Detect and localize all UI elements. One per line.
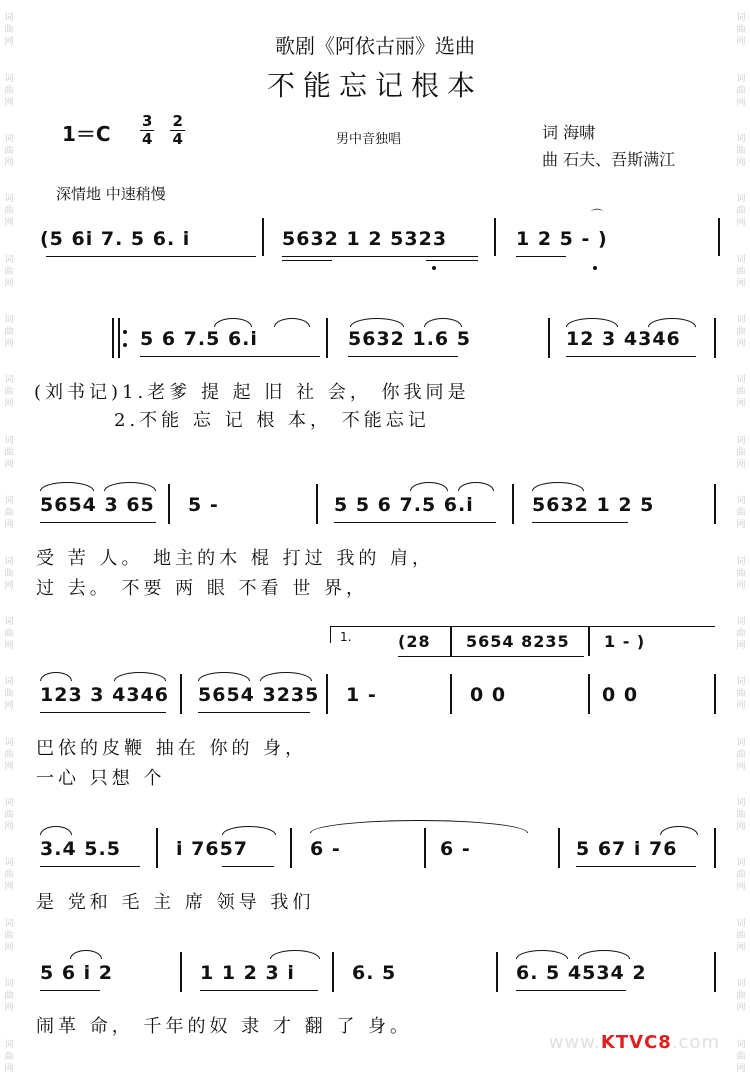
- measure-4-4: 0 0: [470, 684, 507, 706]
- side-watermark-group: 词 曲 网: [736, 254, 746, 289]
- barline: [156, 828, 158, 868]
- side-watermark-group: 词 曲 网: [736, 133, 746, 168]
- side-watermark-group: 词 曲 网: [4, 737, 14, 772]
- side-watermark-group: 词 曲 网: [4, 254, 14, 289]
- side-watermark-group: 词 曲 网: [736, 375, 746, 410]
- side-watermark-group: 词 曲 网: [4, 858, 14, 893]
- barline: [168, 484, 170, 524]
- site-watermark: www.KTVC8.com: [548, 1032, 720, 1053]
- side-watermark-group: 词 曲 网: [736, 858, 746, 893]
- side-watermark-group: 词 曲 网: [736, 556, 746, 591]
- barline: [326, 674, 328, 714]
- barline: [450, 674, 452, 714]
- side-watermark-group: 词 曲 网: [4, 435, 14, 470]
- side-watermark-group: 词 曲 网: [4, 616, 14, 651]
- lyrics-row2-verse1: (刘书记)1.老爹 提 起 旧 社 会， 你我同是: [34, 382, 470, 403]
- measure-2-2: 5632 1.6 5: [348, 328, 471, 350]
- side-watermark-group: 词 曲 网: [4, 73, 14, 108]
- lyricist: 词 海啸: [542, 123, 596, 142]
- barline: [714, 674, 716, 714]
- barline: [494, 218, 496, 256]
- measure-5-4: 6 -: [440, 838, 471, 860]
- measure-3-1: 5654 3 65: [40, 494, 155, 516]
- side-watermark-group: 词 曲 网: [4, 556, 14, 591]
- side-watermark-group: 词 曲 网: [736, 73, 746, 108]
- lyrics-row2-verse2: 2.不能 忘 记 根 本， 不能忘记: [114, 410, 430, 431]
- measure-1-1: (5 6i 7. 5 6. i: [40, 228, 191, 250]
- measure-4-3: 1 -: [346, 684, 377, 706]
- composer: 曲 石夫、吾斯满江: [542, 150, 676, 169]
- side-watermark-group: 词 曲 网: [736, 194, 746, 229]
- barline: [512, 484, 514, 524]
- volta-measure-2: 5654 8235: [466, 632, 570, 651]
- song-title: 不能忘记根本: [266, 69, 483, 102]
- volta-measure-1: (28: [398, 632, 431, 651]
- fermata-icon: ⌒: [591, 208, 604, 222]
- side-watermark-group: 词 曲 网: [4, 375, 14, 410]
- side-watermark-left: [2, 0, 16, 1087]
- lyrics-row4-verse1: 巴依的皮鞭 抽在 你的 身，: [36, 738, 308, 759]
- repeat-start-barline: [112, 318, 114, 358]
- measure-6-3: 6. 5: [352, 962, 397, 984]
- side-watermark-group: 词 曲 网: [4, 194, 14, 229]
- barline: [714, 484, 716, 524]
- side-watermark-group: 词 曲 网: [736, 13, 746, 48]
- volta-measure-3: 1 - ): [604, 632, 646, 651]
- barline: [714, 828, 716, 868]
- meter-3-4: 3 4: [142, 112, 153, 148]
- side-watermark-group: 词 曲 网: [736, 677, 746, 712]
- subtitle: 歌剧《阿依古丽》选曲: [275, 34, 475, 58]
- barline: [714, 952, 716, 992]
- barline: [548, 318, 550, 358]
- measure-4-1: 123 3 4346: [40, 684, 169, 706]
- barline: [332, 952, 334, 992]
- lyrics-row4-verse2: 一心 只想 个: [36, 768, 166, 789]
- key-signature: 1＝C: [62, 122, 111, 146]
- measure-1-2: 5632 1 2 5323: [282, 228, 448, 250]
- side-watermark-group: 词 曲 网: [4, 496, 14, 531]
- lyrics-row5: 是 党和 毛 主 席 领导 我们: [36, 892, 315, 913]
- side-watermark-group: 词 曲 网: [736, 918, 746, 953]
- barline: [180, 952, 182, 992]
- meter-2-4: 2 4: [172, 112, 183, 148]
- side-watermark-group: 词 曲 网: [736, 737, 746, 772]
- side-watermark-group: 词 曲 网: [4, 1039, 14, 1074]
- side-watermark-group: 词 曲 网: [4, 798, 14, 833]
- tie-arc: [310, 820, 528, 833]
- volta-label: 1.: [340, 630, 352, 644]
- side-watermark-group: 词 曲 网: [736, 616, 746, 651]
- lyrics-row6: 闹革 命， 千年的奴 隶 才 翻 了 身。: [36, 1016, 413, 1037]
- side-watermark-right: [734, 0, 748, 1087]
- side-watermark-group: 词 曲 网: [4, 677, 14, 712]
- side-watermark-group: 词 曲 网: [736, 435, 746, 470]
- measure-4-5: 0 0: [602, 684, 639, 706]
- barline: [558, 828, 560, 868]
- barline: [714, 318, 716, 358]
- barline: [424, 828, 426, 868]
- measure-3-4: 5632 1 2 5: [532, 494, 655, 516]
- measure-2-1: 5 6 7.5 6.i: [140, 328, 258, 350]
- side-watermark-group: 词 曲 网: [736, 1039, 746, 1074]
- side-watermark-group: 词 曲 网: [736, 798, 746, 833]
- measure-3-2: 5 -: [188, 494, 219, 516]
- measure-5-2: i 7657: [176, 838, 249, 860]
- measure-5-5: 5 67 i 76: [576, 838, 678, 860]
- lyrics-row3-verse1: 受 苦 人。 地主的木 棍 打过 我的 肩，: [36, 548, 435, 569]
- measure-4-2: 5654 3235: [198, 684, 320, 706]
- side-watermark-group: 词 曲 网: [736, 496, 746, 531]
- barline: [496, 952, 498, 992]
- measure-5-1: 3.4 5.5: [40, 838, 121, 860]
- lyrics-row3-verse2: 过 去。 不要 两 眼 不看 世 界，: [36, 578, 369, 599]
- measure-5-3: 6 -: [310, 838, 341, 860]
- measure-6-4: 6. 5 4534 2: [516, 962, 647, 984]
- barline: [180, 674, 182, 714]
- side-watermark-group: 词 曲 网: [736, 315, 746, 350]
- side-watermark-group: 词 曲 网: [4, 979, 14, 1014]
- barline: [316, 484, 318, 524]
- side-watermark-group: 词 曲 网: [4, 13, 14, 48]
- barline: [588, 674, 590, 714]
- barline: [262, 218, 264, 256]
- measure-3-3: 5 5 6 7.5 6.i: [334, 494, 474, 516]
- tempo-marking: 深情地 中速稍慢: [56, 185, 166, 203]
- measure-6-1: 5 6 i 2: [40, 962, 114, 984]
- barline: [326, 318, 328, 358]
- side-watermark-group: 词 曲 网: [4, 315, 14, 350]
- time-signatures: [140, 113, 185, 148]
- measure-6-2: 1 1 2 3 i: [200, 962, 295, 984]
- measure-2-3: 12 3 4346: [566, 328, 681, 350]
- measure-1-3: 1 2 5 - ): [516, 228, 608, 250]
- side-watermark-group: 词 曲 网: [736, 979, 746, 1014]
- side-watermark-group: 词 曲 网: [4, 918, 14, 953]
- barline: [718, 218, 720, 256]
- side-watermark-group: 词 曲 网: [4, 133, 14, 168]
- barline: [290, 828, 292, 868]
- voice-type: 男中音独唱: [336, 132, 402, 147]
